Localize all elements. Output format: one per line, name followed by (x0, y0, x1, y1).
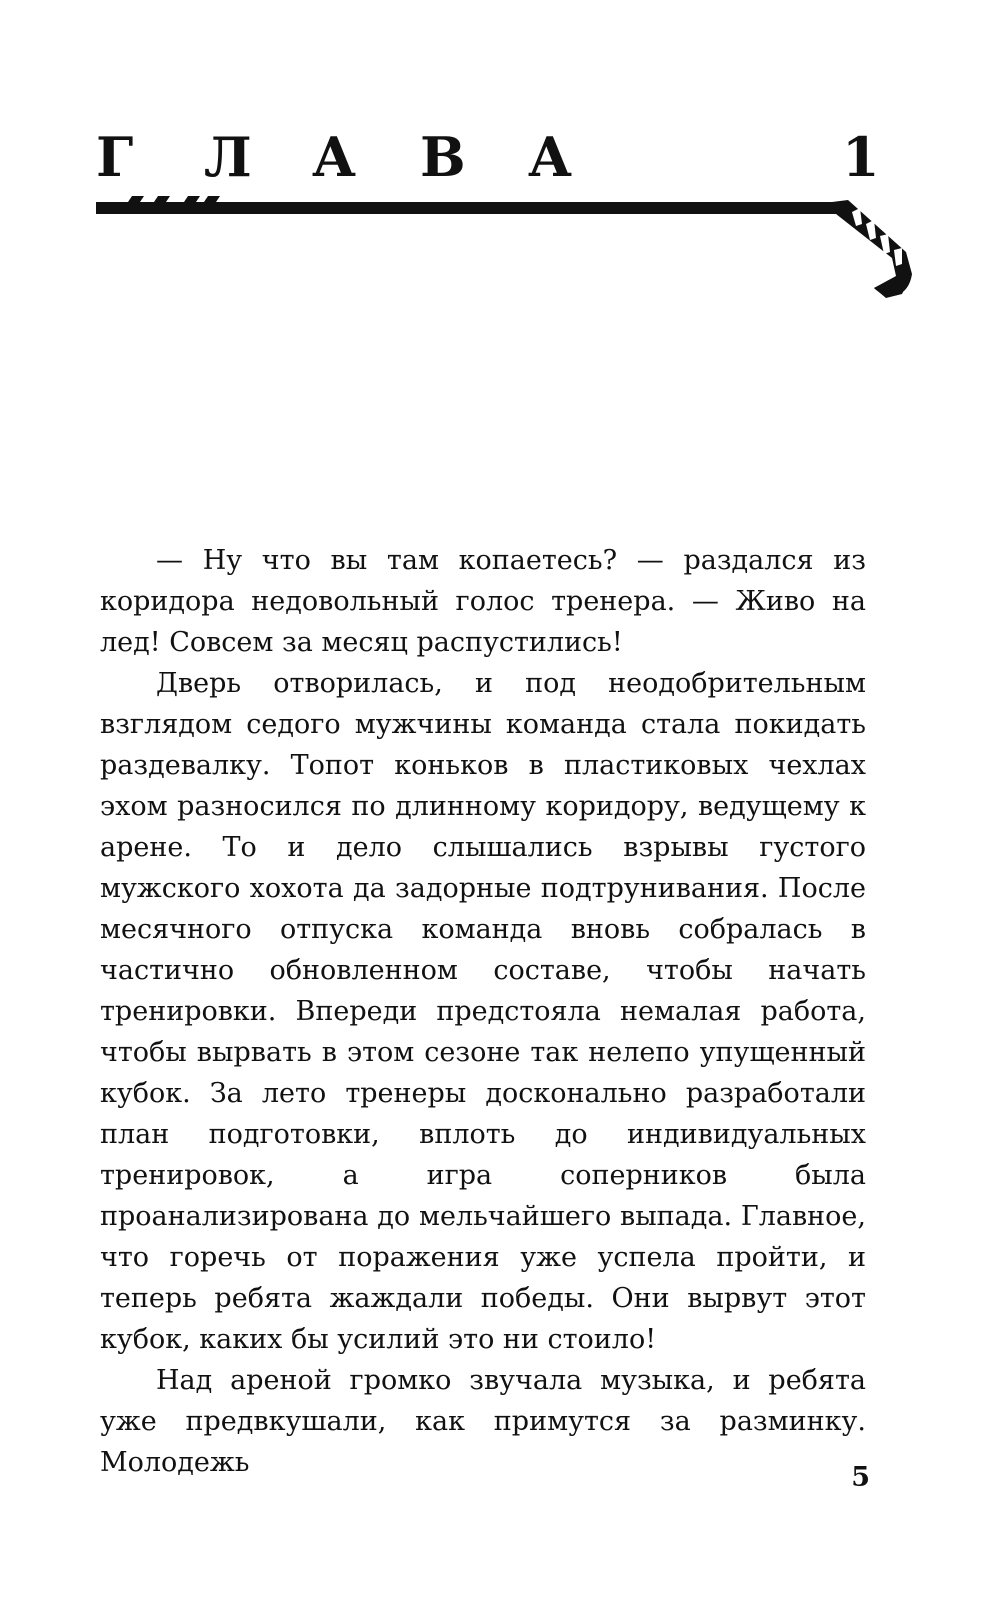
chapter-title (96, 126, 636, 188)
chapter-letter: Г (96, 125, 134, 189)
chapter-number: 1 (842, 125, 880, 189)
paragraph: Над ареной громко звучала музыка, и ребята уже предвкушали, как примутся за разминку. Молодежь (100, 1365, 866, 1478)
page-number: 5 (851, 1462, 870, 1493)
chapter-text (100, 540, 866, 1483)
chapter-letter: А (528, 125, 572, 189)
chapter-letter: Л (204, 125, 252, 189)
paragraph: — Ну что вы там копаетесь? — раздался из коридора недовольный голос тренера. — Живо на лед! Совсем за месяц распустились! (100, 545, 866, 658)
chapter-letter: А (312, 125, 356, 189)
chapter-letter: В (420, 125, 466, 189)
paragraph: Дверь отворилась, и под неодобрительным взглядом седого мужчины команда стала покидать раздевалку. Топот коньков в пластиковых чехлах эхом разносился по длинному коридору, ведущему к арене. То и дело слышались взрывы густого мужского хохота да задорные подтрунивания. После месячного отпуска команда вновь собралась в частично обновленном составе, чтобы начать тренировки. Впереди предстояла немалая работа, чтобы вырвать в этом сезоне так нелепо упущенный кубок. За лето тренеры досконально разработали план подготовки, вплоть до индивидуальных тренировок, а игра соперников была проанализирована до мельчайшего выпада. Главное, что горечь от поражения уже успела пройти, и теперь ребята жаждали победы. Они вырвут этот кубок, каких бы усилий это ни стоило! (100, 668, 866, 1355)
hockey-stick-icon (96, 196, 956, 316)
chapter-heading (96, 126, 896, 188)
